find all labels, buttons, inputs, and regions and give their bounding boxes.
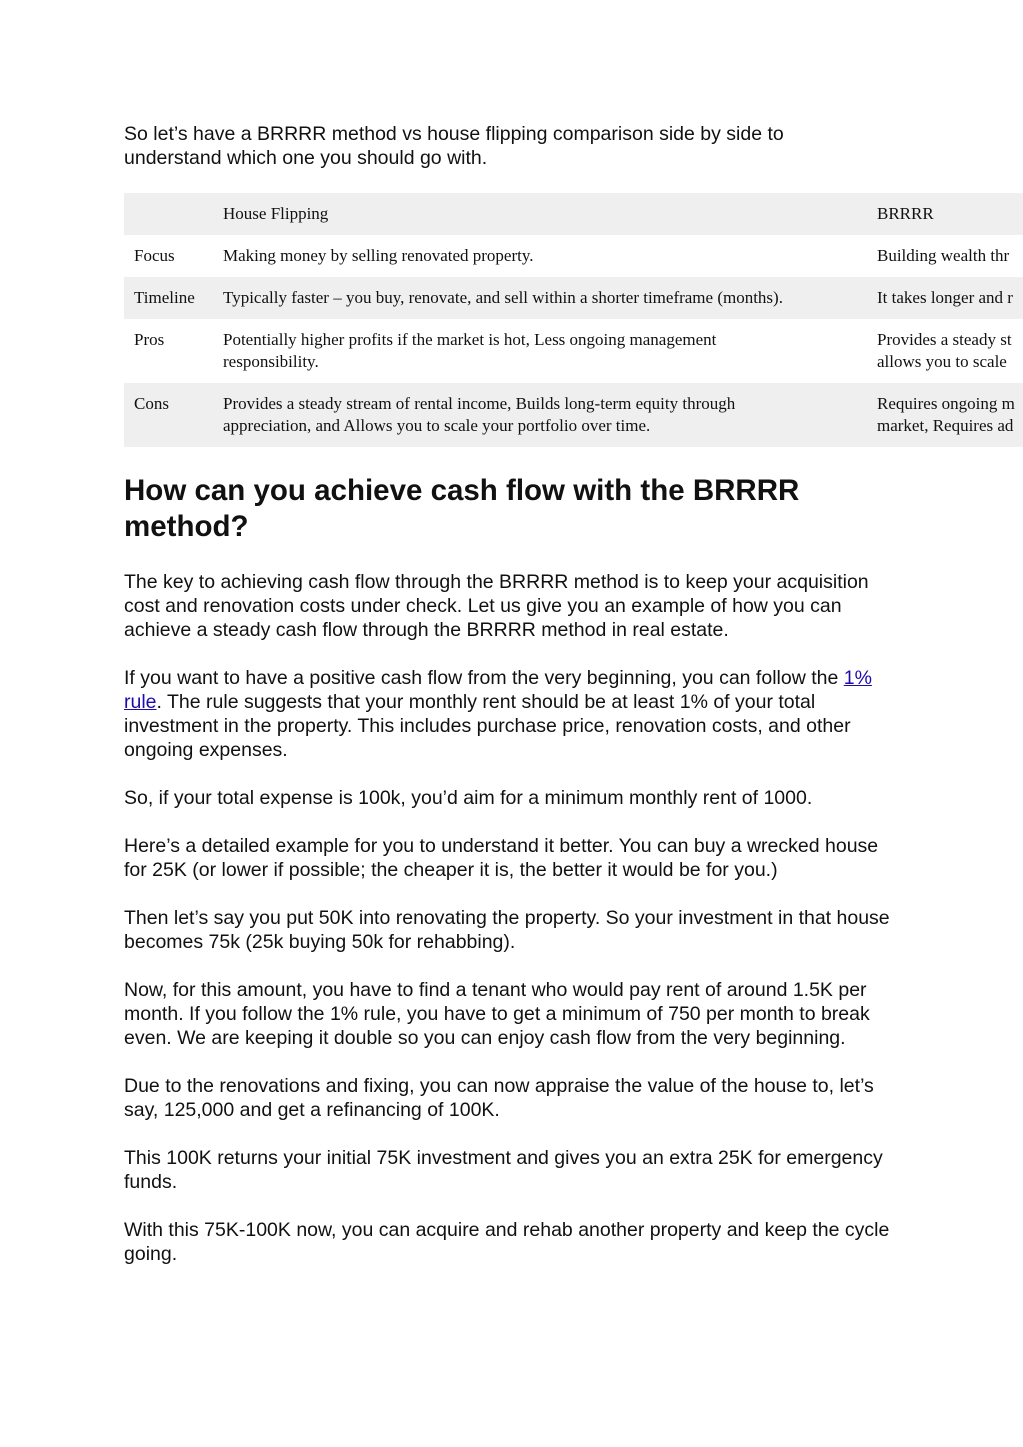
- paragraph-repeat-cycle: With this 75K-100K now, you can acquire and rehab another property and keep the cycle going.: [124, 1219, 890, 1265]
- paragraph-detailed-example: Here’s a detailed example for you to understand it better. You can buy a wrecked house for 25K (or lower if possible; the cheaper it is, the better it would be for you.): [124, 835, 879, 881]
- table-row: [124, 319, 1023, 383]
- table-row: [124, 235, 1023, 277]
- paragraph-appraisal: Due to the renovations and fixing, you can now appraise the value of the house to, let’s say, 125,000 and get a refinancing of 100K.: [124, 1075, 874, 1121]
- paragraph-text-after-link: . The rule suggests that your monthly rent should be at least 1% of your total investment in the property. This includes purchase price, renovation costs, and other ongoing expenses.: [124, 691, 851, 761]
- cell-brrrr-focus: Building wealth thr: [877, 246, 1010, 265]
- cell-brrrr-pros-line-2: allows you to scale: [877, 352, 1007, 371]
- paragraph-refinance-return: This 100K returns your initial 75K investment and gives you an extra 25K for emergency funds.: [124, 1147, 883, 1193]
- document-page: [124, 122, 1023, 1290]
- cell-brrrr-timeline: It takes longer and r: [867, 277, 1023, 319]
- paragraph-renovation-cost: Then let’s say you put 50K into renovating the property. So your investment in that house becomes 75k (25k buying 50k for rehabbing).: [124, 907, 890, 953]
- row-label-timeline: Timeline: [124, 277, 213, 319]
- article-body: [124, 570, 894, 1266]
- paragraph-minimum-rent: So, if your total expense is 100k, you’d aim for a minimum monthly rent of 1000.: [124, 787, 813, 809]
- table-header-row: [124, 193, 1023, 235]
- cell-flipping-timeline: Typically faster – you buy, renovate, and sell within a shorter timeframe (months).: [213, 277, 867, 319]
- row-label-cons: Cons: [124, 383, 213, 447]
- paragraph-key-to-cash-flow: The key to achieving cash flow through the BRRRR method is to keep your acquisition cost and renovation costs under check. Let us give you an example of how you can achieve a steady cash flow through the BRRRR method in real estate.: [124, 571, 869, 641]
- paragraph-tenant-rent: Now, for this amount, you have to find a tenant who would pay rent of around 1.5K per month. If you follow the 1% rule, you have to get a minimum of 750 per month to break even. We are keeping it double so you can enjoy cash flow from the very beginning.: [124, 979, 870, 1049]
- cell-flipping-focus: Making money by selling renovated property.: [223, 246, 534, 265]
- cell-brrrr-pros-line-1: Provides a steady st: [877, 330, 1012, 349]
- row-label-focus: Focus: [134, 246, 175, 265]
- cell-flipping-pros: Potentially higher profits if the market is hot, Less ongoing management responsibility.: [223, 330, 717, 371]
- comparison-table-container: [124, 193, 1023, 447]
- paragraph-one-percent-rule: [124, 666, 894, 762]
- table-header-brrrr: BRRRR: [867, 193, 1023, 235]
- cell-brrrr-cons: [867, 383, 1023, 447]
- section-heading: How can you achieve cash flow with the BRRRR method?: [124, 474, 800, 543]
- table-row: [124, 383, 1023, 447]
- intro-paragraph: So let’s have a BRRRR method vs house flipping comparison side by side to understand which one you should go with.: [124, 123, 784, 169]
- table-row: [124, 277, 1023, 319]
- paragraph-text-before-link: If you want to have a positive cash flow from the very beginning, you can follow the: [124, 667, 844, 689]
- table-header-blank: [124, 193, 213, 235]
- cell-brrrr-cons-line-1: Requires ongoing m: [877, 394, 1015, 413]
- table-header-house-flipping: House Flipping: [213, 193, 867, 235]
- row-label-pros: Pros: [134, 330, 165, 349]
- one-percent-rule-link[interactable]: 1% rule: [124, 667, 872, 713]
- comparison-table: [124, 193, 1023, 447]
- cell-brrrr-pros: [867, 319, 1023, 383]
- cell-brrrr-cons-line-2: market, Requires ad: [877, 416, 1014, 435]
- cell-flipping-cons: Provides a steady stream of rental income, Builds long-term equity through appreciation, and Allows you to scale your portfolio over time.: [213, 383, 867, 447]
